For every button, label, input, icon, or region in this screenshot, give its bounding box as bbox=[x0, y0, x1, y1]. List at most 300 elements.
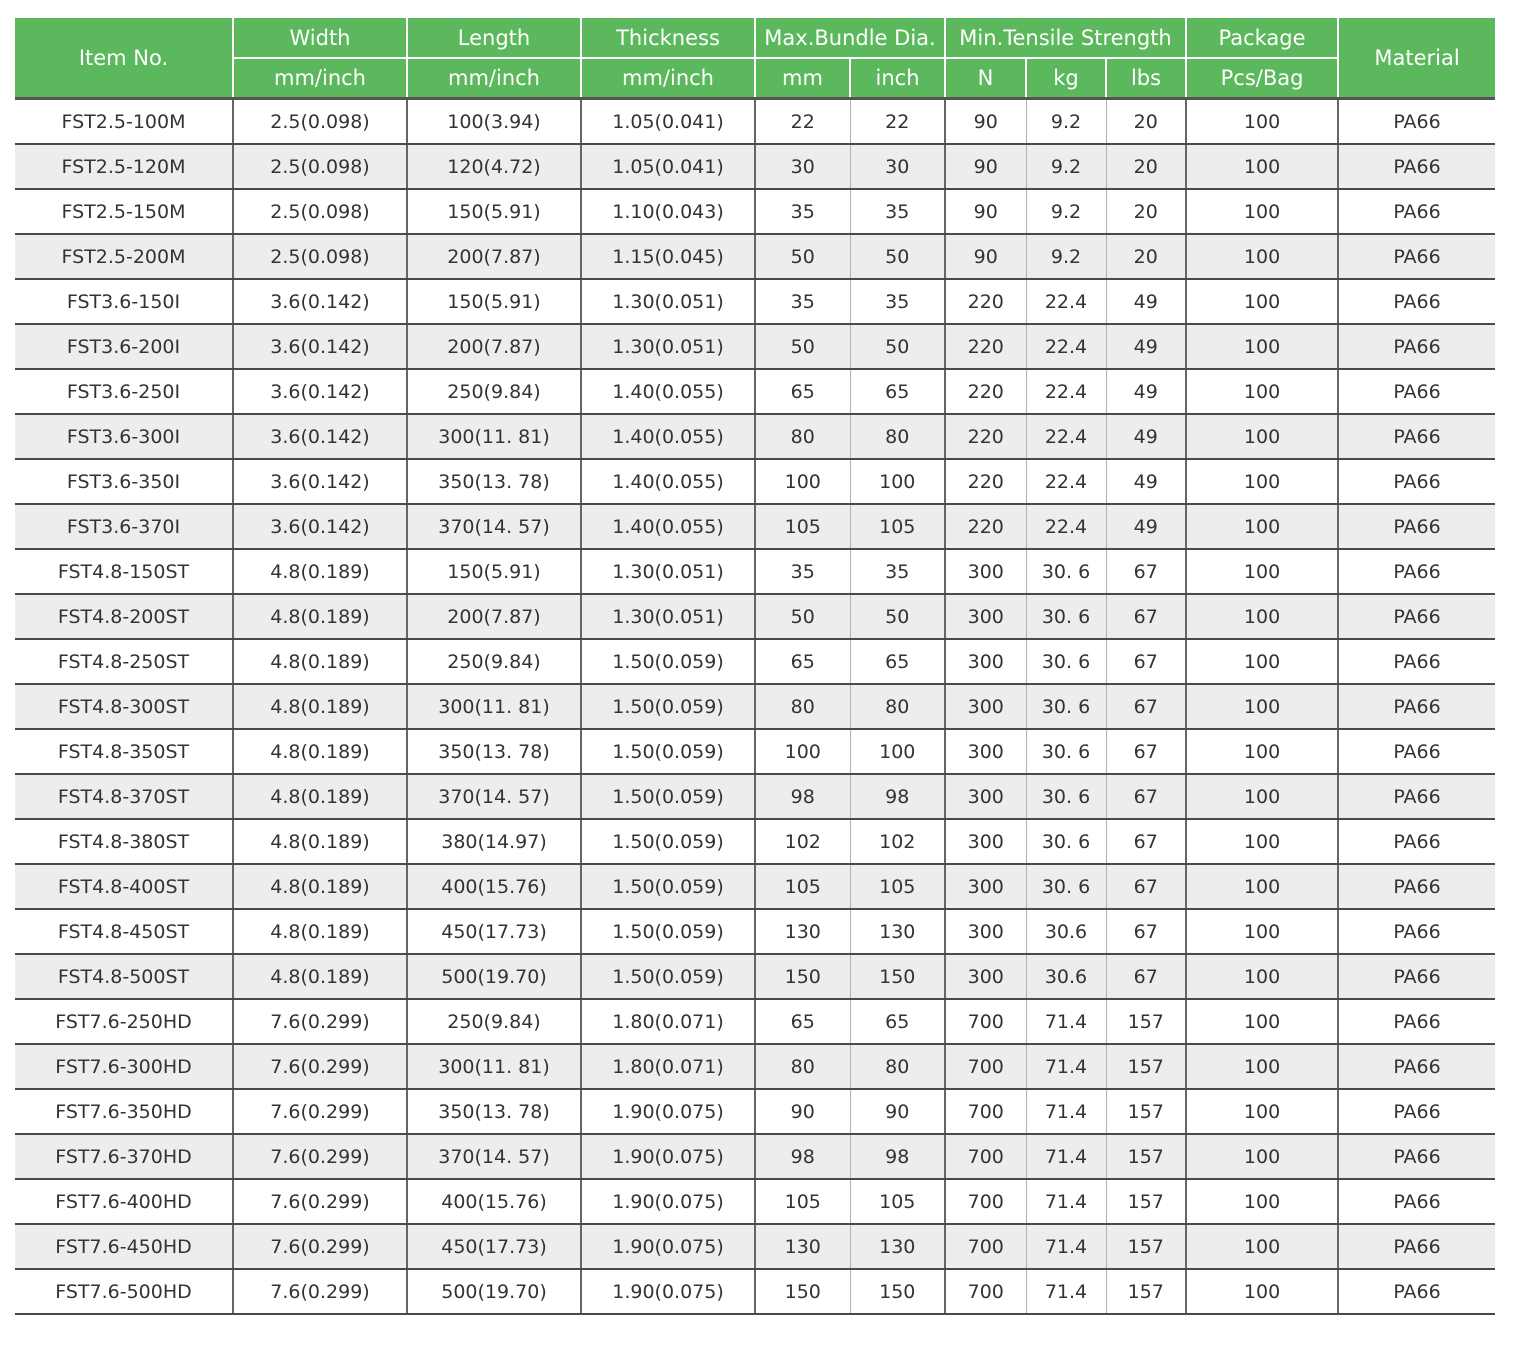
table-row bbox=[15, 459, 1495, 504]
subheader-tensile-n: N bbox=[945, 58, 1026, 99]
tensile-n-cell: 300 bbox=[945, 729, 1026, 774]
item-no-cell: FST7.6-350HD bbox=[15, 1089, 233, 1134]
thickness-cell: 1.30(0.051) bbox=[581, 549, 755, 594]
tensile-lbs-cell: 157 bbox=[1106, 1134, 1186, 1179]
length-cell: 150(5.91) bbox=[407, 189, 581, 234]
table-row bbox=[15, 144, 1495, 189]
table-row bbox=[15, 774, 1495, 819]
material-cell: PA66 bbox=[1338, 954, 1495, 999]
thickness-cell: 1.80(0.071) bbox=[581, 1044, 755, 1089]
bundle-inch-cell: 105 bbox=[850, 504, 945, 549]
tensile-kg-cell: 22.4 bbox=[1026, 414, 1106, 459]
width-cell: 4.8(0.189) bbox=[233, 729, 407, 774]
table-row bbox=[15, 549, 1495, 594]
item-no-cell: FST4.8-370ST bbox=[15, 774, 233, 819]
bundle-inch-cell: 80 bbox=[850, 684, 945, 729]
tensile-lbs-cell: 49 bbox=[1106, 324, 1186, 369]
package-cell: 100 bbox=[1186, 549, 1338, 594]
subheader-bundle-mm: mm bbox=[755, 58, 850, 99]
tensile-n-cell: 700 bbox=[945, 1269, 1026, 1314]
table-row bbox=[15, 1224, 1495, 1269]
material-cell: PA66 bbox=[1338, 1089, 1495, 1134]
tensile-n-cell: 300 bbox=[945, 954, 1026, 999]
bundle-mm-cell: 65 bbox=[755, 639, 850, 684]
thickness-cell: 1.40(0.055) bbox=[581, 459, 755, 504]
length-cell: 370(14. 57) bbox=[407, 504, 581, 549]
table-row bbox=[15, 684, 1495, 729]
tensile-kg-cell: 9.2 bbox=[1026, 234, 1106, 279]
tensile-lbs-cell: 67 bbox=[1106, 909, 1186, 954]
bundle-mm-cell: 150 bbox=[755, 954, 850, 999]
tensile-kg-cell: 71.4 bbox=[1026, 1224, 1106, 1269]
tensile-kg-cell: 30. 6 bbox=[1026, 549, 1106, 594]
material-cell: PA66 bbox=[1338, 234, 1495, 279]
table-row bbox=[15, 594, 1495, 639]
length-cell: 450(17.73) bbox=[407, 909, 581, 954]
material-cell: PA66 bbox=[1338, 639, 1495, 684]
bundle-mm-cell: 90 bbox=[755, 1089, 850, 1134]
package-cell: 100 bbox=[1186, 1089, 1338, 1134]
package-cell: 100 bbox=[1186, 1269, 1338, 1314]
bundle-mm-cell: 130 bbox=[755, 1224, 850, 1269]
header-min-tensile-strength: Min.Tensile Strength bbox=[945, 18, 1186, 58]
package-cell: 100 bbox=[1186, 594, 1338, 639]
package-cell: 100 bbox=[1186, 504, 1338, 549]
material-cell: PA66 bbox=[1338, 504, 1495, 549]
width-cell: 2.5(0.098) bbox=[233, 144, 407, 189]
header-row-units bbox=[15, 58, 1495, 99]
thickness-cell: 1.50(0.059) bbox=[581, 729, 755, 774]
material-cell: PA66 bbox=[1338, 549, 1495, 594]
width-cell: 4.8(0.189) bbox=[233, 954, 407, 999]
tensile-kg-cell: 71.4 bbox=[1026, 1134, 1106, 1179]
width-cell: 4.8(0.189) bbox=[233, 639, 407, 684]
bundle-mm-cell: 50 bbox=[755, 324, 850, 369]
tensile-lbs-cell: 49 bbox=[1106, 414, 1186, 459]
length-cell: 100(3.94) bbox=[407, 99, 581, 145]
table-row bbox=[15, 234, 1495, 279]
package-cell: 100 bbox=[1186, 189, 1338, 234]
bundle-inch-cell: 50 bbox=[850, 324, 945, 369]
width-cell: 7.6(0.299) bbox=[233, 1179, 407, 1224]
thickness-cell: 1.50(0.059) bbox=[581, 684, 755, 729]
thickness-cell: 1.50(0.059) bbox=[581, 819, 755, 864]
width-cell: 3.6(0.142) bbox=[233, 504, 407, 549]
tensile-n-cell: 300 bbox=[945, 549, 1026, 594]
table-row bbox=[15, 819, 1495, 864]
tensile-n-cell: 700 bbox=[945, 999, 1026, 1044]
width-cell: 3.6(0.142) bbox=[233, 414, 407, 459]
item-no-cell: FST4.8-380ST bbox=[15, 819, 233, 864]
bundle-mm-cell: 80 bbox=[755, 684, 850, 729]
tensile-lbs-cell: 67 bbox=[1106, 684, 1186, 729]
subheader-tensile-kg: kg bbox=[1026, 58, 1106, 99]
width-cell: 4.8(0.189) bbox=[233, 864, 407, 909]
width-cell: 7.6(0.299) bbox=[233, 999, 407, 1044]
bundle-mm-cell: 22 bbox=[755, 99, 850, 145]
width-cell: 2.5(0.098) bbox=[233, 99, 407, 145]
tensile-lbs-cell: 157 bbox=[1106, 1044, 1186, 1089]
bundle-mm-cell: 80 bbox=[755, 1044, 850, 1089]
item-no-cell: FST7.6-370HD bbox=[15, 1134, 233, 1179]
bundle-mm-cell: 35 bbox=[755, 549, 850, 594]
item-no-cell: FST3.6-200I bbox=[15, 324, 233, 369]
bundle-mm-cell: 98 bbox=[755, 774, 850, 819]
tensile-n-cell: 300 bbox=[945, 639, 1026, 684]
thickness-cell: 1.50(0.059) bbox=[581, 864, 755, 909]
bundle-inch-cell: 35 bbox=[850, 279, 945, 324]
tensile-n-cell: 90 bbox=[945, 234, 1026, 279]
table-row bbox=[15, 999, 1495, 1044]
table-row bbox=[15, 954, 1495, 999]
tensile-kg-cell: 30. 6 bbox=[1026, 864, 1106, 909]
table-row bbox=[15, 414, 1495, 459]
subheader-tensile-lbs: lbs bbox=[1106, 58, 1186, 99]
tensile-n-cell: 220 bbox=[945, 414, 1026, 459]
tensile-n-cell: 300 bbox=[945, 774, 1026, 819]
material-cell: PA66 bbox=[1338, 144, 1495, 189]
item-no-cell: FST7.6-450HD bbox=[15, 1224, 233, 1269]
bundle-mm-cell: 50 bbox=[755, 234, 850, 279]
table-row bbox=[15, 639, 1495, 684]
item-no-cell: FST3.6-350I bbox=[15, 459, 233, 504]
bundle-inch-cell: 98 bbox=[850, 1134, 945, 1179]
length-cell: 250(9.84) bbox=[407, 639, 581, 684]
table-row bbox=[15, 504, 1495, 549]
tensile-lbs-cell: 67 bbox=[1106, 819, 1186, 864]
length-cell: 120(4.72) bbox=[407, 144, 581, 189]
width-cell: 3.6(0.142) bbox=[233, 459, 407, 504]
tensile-lbs-cell: 20 bbox=[1106, 234, 1186, 279]
tensile-n-cell: 700 bbox=[945, 1044, 1026, 1089]
item-no-cell: FST2.5-100M bbox=[15, 99, 233, 145]
material-cell: PA66 bbox=[1338, 324, 1495, 369]
tensile-n-cell: 90 bbox=[945, 189, 1026, 234]
package-cell: 100 bbox=[1186, 864, 1338, 909]
thickness-cell: 1.90(0.075) bbox=[581, 1179, 755, 1224]
bundle-mm-cell: 100 bbox=[755, 729, 850, 774]
material-cell: PA66 bbox=[1338, 279, 1495, 324]
tensile-lbs-cell: 157 bbox=[1106, 1269, 1186, 1314]
table-row bbox=[15, 909, 1495, 954]
bundle-inch-cell: 100 bbox=[850, 729, 945, 774]
bundle-inch-cell: 80 bbox=[850, 1044, 945, 1089]
package-cell: 100 bbox=[1186, 819, 1338, 864]
tensile-lbs-cell: 67 bbox=[1106, 954, 1186, 999]
length-cell: 300(11. 81) bbox=[407, 1044, 581, 1089]
table-row bbox=[15, 99, 1495, 145]
tensile-kg-cell: 9.2 bbox=[1026, 99, 1106, 145]
length-cell: 150(5.91) bbox=[407, 279, 581, 324]
tensile-kg-cell: 22.4 bbox=[1026, 369, 1106, 414]
width-cell: 4.8(0.189) bbox=[233, 549, 407, 594]
tensile-n-cell: 700 bbox=[945, 1179, 1026, 1224]
subheader-package-unit: Pcs/Bag bbox=[1186, 58, 1338, 99]
header-max-bundle-dia: Max.Bundle Dia. bbox=[755, 18, 945, 58]
tensile-n-cell: 300 bbox=[945, 819, 1026, 864]
bundle-mm-cell: 65 bbox=[755, 999, 850, 1044]
material-cell: PA66 bbox=[1338, 1044, 1495, 1089]
tensile-kg-cell: 71.4 bbox=[1026, 1044, 1106, 1089]
width-cell: 7.6(0.299) bbox=[233, 1089, 407, 1134]
tensile-kg-cell: 71.4 bbox=[1026, 1179, 1106, 1224]
tensile-lbs-cell: 20 bbox=[1106, 189, 1186, 234]
material-cell: PA66 bbox=[1338, 369, 1495, 414]
bundle-inch-cell: 50 bbox=[850, 594, 945, 639]
package-cell: 100 bbox=[1186, 144, 1338, 189]
thickness-cell: 1.90(0.075) bbox=[581, 1089, 755, 1134]
package-cell: 100 bbox=[1186, 234, 1338, 279]
thickness-cell: 1.90(0.075) bbox=[581, 1134, 755, 1179]
length-cell: 250(9.84) bbox=[407, 369, 581, 414]
length-cell: 400(15.76) bbox=[407, 864, 581, 909]
package-cell: 100 bbox=[1186, 1179, 1338, 1224]
thickness-cell: 1.05(0.041) bbox=[581, 144, 755, 189]
thickness-cell: 1.40(0.055) bbox=[581, 369, 755, 414]
tensile-n-cell: 90 bbox=[945, 144, 1026, 189]
item-no-cell: FST3.6-370I bbox=[15, 504, 233, 549]
header-width: Width bbox=[233, 18, 407, 58]
tensile-kg-cell: 30. 6 bbox=[1026, 729, 1106, 774]
tensile-n-cell: 300 bbox=[945, 864, 1026, 909]
material-cell: PA66 bbox=[1338, 414, 1495, 459]
material-cell: PA66 bbox=[1338, 99, 1495, 145]
table-row bbox=[15, 1179, 1495, 1224]
table-row bbox=[15, 1269, 1495, 1314]
table-row bbox=[15, 324, 1495, 369]
bundle-mm-cell: 150 bbox=[755, 1269, 850, 1314]
tensile-n-cell: 300 bbox=[945, 909, 1026, 954]
tensile-kg-cell: 71.4 bbox=[1026, 1269, 1106, 1314]
length-cell: 350(13. 78) bbox=[407, 729, 581, 774]
width-cell: 7.6(0.299) bbox=[233, 1224, 407, 1269]
tensile-n-cell: 300 bbox=[945, 684, 1026, 729]
material-cell: PA66 bbox=[1338, 1269, 1495, 1314]
bundle-mm-cell: 98 bbox=[755, 1134, 850, 1179]
width-cell: 2.5(0.098) bbox=[233, 189, 407, 234]
item-no-cell: FST4.8-350ST bbox=[15, 729, 233, 774]
bundle-mm-cell: 35 bbox=[755, 189, 850, 234]
bundle-inch-cell: 65 bbox=[850, 639, 945, 684]
tensile-lbs-cell: 67 bbox=[1106, 864, 1186, 909]
subheader-bundle-inch: inch bbox=[850, 58, 945, 99]
thickness-cell: 1.50(0.059) bbox=[581, 639, 755, 684]
bundle-mm-cell: 100 bbox=[755, 459, 850, 504]
tensile-kg-cell: 22.4 bbox=[1026, 504, 1106, 549]
bundle-inch-cell: 105 bbox=[850, 1179, 945, 1224]
bundle-inch-cell: 130 bbox=[850, 909, 945, 954]
tensile-n-cell: 700 bbox=[945, 1224, 1026, 1269]
tensile-kg-cell: 30. 6 bbox=[1026, 684, 1106, 729]
thickness-cell: 1.80(0.071) bbox=[581, 999, 755, 1044]
thickness-cell: 1.40(0.055) bbox=[581, 414, 755, 459]
tensile-kg-cell: 30. 6 bbox=[1026, 774, 1106, 819]
subheader-thickness-unit: mm/inch bbox=[581, 58, 755, 99]
tensile-n-cell: 90 bbox=[945, 99, 1026, 145]
item-no-cell: FST4.8-200ST bbox=[15, 594, 233, 639]
tensile-lbs-cell: 20 bbox=[1106, 144, 1186, 189]
tensile-lbs-cell: 67 bbox=[1106, 639, 1186, 684]
header-item-no: Item No. bbox=[15, 18, 233, 99]
tensile-kg-cell: 30. 6 bbox=[1026, 819, 1106, 864]
width-cell: 3.6(0.142) bbox=[233, 369, 407, 414]
table-row bbox=[15, 369, 1495, 414]
package-cell: 100 bbox=[1186, 414, 1338, 459]
width-cell: 3.6(0.142) bbox=[233, 324, 407, 369]
tensile-lbs-cell: 20 bbox=[1106, 99, 1186, 145]
bundle-inch-cell: 102 bbox=[850, 819, 945, 864]
thickness-cell: 1.50(0.059) bbox=[581, 909, 755, 954]
material-cell: PA66 bbox=[1338, 729, 1495, 774]
bundle-inch-cell: 100 bbox=[850, 459, 945, 504]
width-cell: 7.6(0.299) bbox=[233, 1044, 407, 1089]
item-no-cell: FST2.5-150M bbox=[15, 189, 233, 234]
table-row bbox=[15, 1089, 1495, 1134]
tensile-lbs-cell: 67 bbox=[1106, 774, 1186, 819]
thickness-cell: 1.50(0.059) bbox=[581, 954, 755, 999]
table-body bbox=[15, 99, 1495, 1315]
tensile-kg-cell: 22.4 bbox=[1026, 324, 1106, 369]
width-cell: 4.8(0.189) bbox=[233, 909, 407, 954]
bundle-mm-cell: 80 bbox=[755, 414, 850, 459]
length-cell: 350(13. 78) bbox=[407, 1089, 581, 1134]
package-cell: 100 bbox=[1186, 324, 1338, 369]
package-cell: 100 bbox=[1186, 279, 1338, 324]
package-cell: 100 bbox=[1186, 999, 1338, 1044]
tensile-lbs-cell: 157 bbox=[1106, 1224, 1186, 1269]
length-cell: 380(14.97) bbox=[407, 819, 581, 864]
width-cell: 4.8(0.189) bbox=[233, 594, 407, 639]
length-cell: 200(7.87) bbox=[407, 234, 581, 279]
bundle-mm-cell: 102 bbox=[755, 819, 850, 864]
length-cell: 370(14. 57) bbox=[407, 774, 581, 819]
material-cell: PA66 bbox=[1338, 774, 1495, 819]
length-cell: 500(19.70) bbox=[407, 954, 581, 999]
item-no-cell: FST2.5-200M bbox=[15, 234, 233, 279]
bundle-inch-cell: 150 bbox=[850, 954, 945, 999]
bundle-inch-cell: 22 bbox=[850, 99, 945, 145]
tensile-kg-cell: 71.4 bbox=[1026, 1089, 1106, 1134]
bundle-inch-cell: 65 bbox=[850, 999, 945, 1044]
header-row-main bbox=[15, 18, 1495, 58]
tensile-lbs-cell: 67 bbox=[1106, 549, 1186, 594]
tensile-n-cell: 700 bbox=[945, 1089, 1026, 1134]
package-cell: 100 bbox=[1186, 369, 1338, 414]
bundle-inch-cell: 50 bbox=[850, 234, 945, 279]
bundle-inch-cell: 150 bbox=[850, 1269, 945, 1314]
bundle-mm-cell: 105 bbox=[755, 864, 850, 909]
item-no-cell: FST2.5-120M bbox=[15, 144, 233, 189]
package-cell: 100 bbox=[1186, 774, 1338, 819]
item-no-cell: FST4.8-250ST bbox=[15, 639, 233, 684]
width-cell: 2.5(0.098) bbox=[233, 234, 407, 279]
package-cell: 100 bbox=[1186, 99, 1338, 145]
item-no-cell: FST4.8-150ST bbox=[15, 549, 233, 594]
bundle-mm-cell: 65 bbox=[755, 369, 850, 414]
package-cell: 100 bbox=[1186, 639, 1338, 684]
bundle-mm-cell: 105 bbox=[755, 1179, 850, 1224]
length-cell: 350(13. 78) bbox=[407, 459, 581, 504]
bundle-mm-cell: 130 bbox=[755, 909, 850, 954]
header-thickness: Thickness bbox=[581, 18, 755, 58]
thickness-cell: 1.30(0.051) bbox=[581, 279, 755, 324]
package-cell: 100 bbox=[1186, 954, 1338, 999]
tensile-kg-cell: 30. 6 bbox=[1026, 594, 1106, 639]
item-no-cell: FST4.8-300ST bbox=[15, 684, 233, 729]
item-no-cell: FST7.6-400HD bbox=[15, 1179, 233, 1224]
tensile-lbs-cell: 49 bbox=[1106, 369, 1186, 414]
tensile-n-cell: 220 bbox=[945, 459, 1026, 504]
length-cell: 400(15.76) bbox=[407, 1179, 581, 1224]
tensile-kg-cell: 22.4 bbox=[1026, 279, 1106, 324]
thickness-cell: 1.90(0.075) bbox=[581, 1224, 755, 1269]
width-cell: 3.6(0.142) bbox=[233, 279, 407, 324]
item-no-cell: FST3.6-300I bbox=[15, 414, 233, 459]
material-cell: PA66 bbox=[1338, 999, 1495, 1044]
tensile-n-cell: 300 bbox=[945, 594, 1026, 639]
width-cell: 4.8(0.189) bbox=[233, 684, 407, 729]
length-cell: 200(7.87) bbox=[407, 324, 581, 369]
material-cell: PA66 bbox=[1338, 1224, 1495, 1269]
bundle-inch-cell: 98 bbox=[850, 774, 945, 819]
item-no-cell: FST4.8-450ST bbox=[15, 909, 233, 954]
material-cell: PA66 bbox=[1338, 1179, 1495, 1224]
bundle-inch-cell: 35 bbox=[850, 189, 945, 234]
length-cell: 500(19.70) bbox=[407, 1269, 581, 1314]
bundle-inch-cell: 80 bbox=[850, 414, 945, 459]
spec-table bbox=[15, 18, 1495, 1315]
thickness-cell: 1.15(0.045) bbox=[581, 234, 755, 279]
width-cell: 4.8(0.189) bbox=[233, 819, 407, 864]
tensile-n-cell: 220 bbox=[945, 279, 1026, 324]
table-row bbox=[15, 1134, 1495, 1179]
tensile-n-cell: 220 bbox=[945, 324, 1026, 369]
tensile-lbs-cell: 157 bbox=[1106, 1089, 1186, 1134]
item-no-cell: FST7.6-500HD bbox=[15, 1269, 233, 1314]
table-row bbox=[15, 1044, 1495, 1089]
subheader-width-unit: mm/inch bbox=[233, 58, 407, 99]
bundle-inch-cell: 105 bbox=[850, 864, 945, 909]
package-cell: 100 bbox=[1186, 1224, 1338, 1269]
tensile-kg-cell: 9.2 bbox=[1026, 189, 1106, 234]
thickness-cell: 1.30(0.051) bbox=[581, 324, 755, 369]
bundle-mm-cell: 105 bbox=[755, 504, 850, 549]
header-package: Package bbox=[1186, 18, 1338, 58]
tensile-lbs-cell: 49 bbox=[1106, 504, 1186, 549]
table-row bbox=[15, 279, 1495, 324]
width-cell: 7.6(0.299) bbox=[233, 1269, 407, 1314]
material-cell: PA66 bbox=[1338, 1134, 1495, 1179]
item-no-cell: FST7.6-250HD bbox=[15, 999, 233, 1044]
thickness-cell: 1.10(0.043) bbox=[581, 189, 755, 234]
thickness-cell: 1.90(0.075) bbox=[581, 1269, 755, 1314]
table-row bbox=[15, 864, 1495, 909]
subheader-length-unit: mm/inch bbox=[407, 58, 581, 99]
header-length: Length bbox=[407, 18, 581, 58]
thickness-cell: 1.40(0.055) bbox=[581, 504, 755, 549]
length-cell: 300(11. 81) bbox=[407, 414, 581, 459]
bundle-inch-cell: 30 bbox=[850, 144, 945, 189]
thickness-cell: 1.50(0.059) bbox=[581, 774, 755, 819]
thickness-cell: 1.05(0.041) bbox=[581, 99, 755, 145]
length-cell: 450(17.73) bbox=[407, 1224, 581, 1269]
bundle-mm-cell: 35 bbox=[755, 279, 850, 324]
package-cell: 100 bbox=[1186, 909, 1338, 954]
tensile-n-cell: 220 bbox=[945, 504, 1026, 549]
bundle-inch-cell: 90 bbox=[850, 1089, 945, 1134]
tensile-lbs-cell: 157 bbox=[1106, 1179, 1186, 1224]
bundle-mm-cell: 50 bbox=[755, 594, 850, 639]
